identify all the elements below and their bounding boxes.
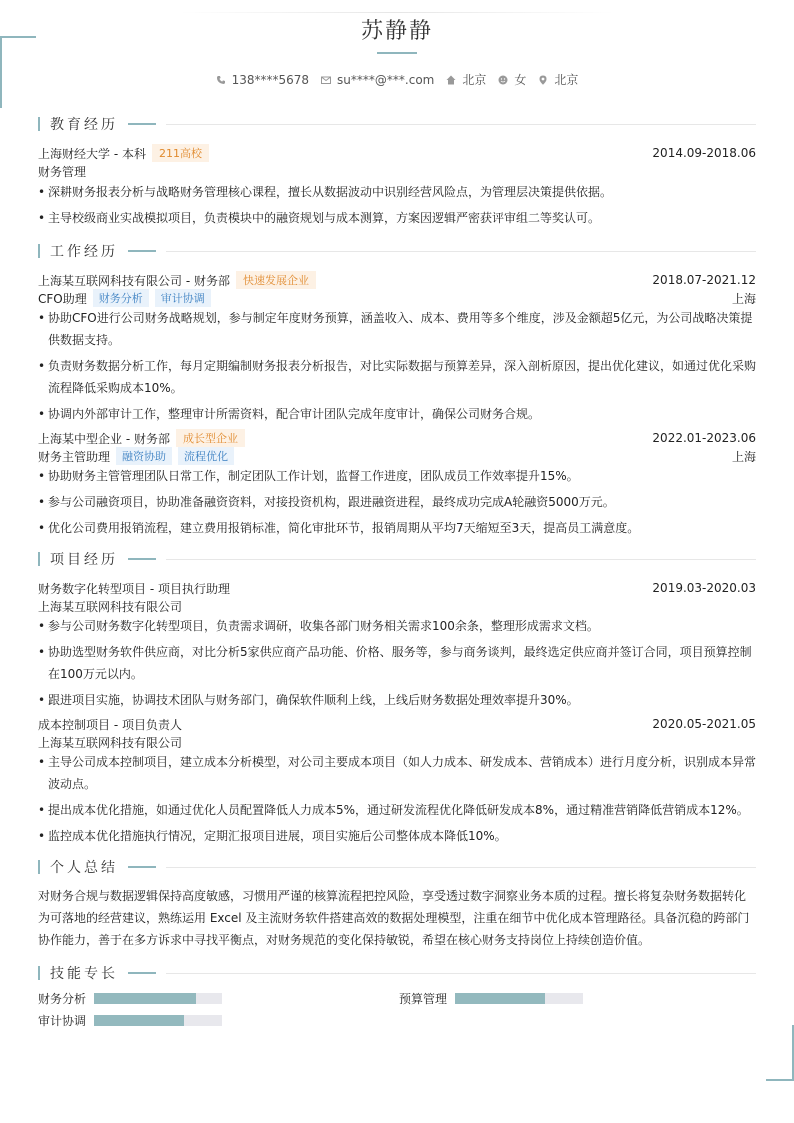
project-date: 2020.05-2021.05 xyxy=(652,717,756,731)
project-org: 上海某互联网科技有限公司 xyxy=(38,735,183,750)
project-bullet: • 提出成本优化措施，如通过优化人员配置降低人力成本5%，通过研发流程优化降低研发成本8%，通过精准营销降低营销成本12%。 xyxy=(38,799,756,821)
contact-phone-text: 138****5678 xyxy=(231,72,310,87)
company-tag: 快速发展企业 xyxy=(236,271,316,289)
education-bullet: • 深耕财务报表分析与战略财务管理核心课程，擅长从数据波动中识别经营风险点，为管理层决策提供依据。 xyxy=(38,181,756,203)
company-name: 上海某中型企业 - 财务部 xyxy=(38,431,170,446)
section-divider xyxy=(166,251,756,252)
project-title: 财务数字化转型项目 - 项目执行助理 xyxy=(38,581,230,596)
work-city: 上海 xyxy=(731,449,756,464)
contact-phone xyxy=(216,71,309,88)
project-title: 成本控制项目 - 项目负责人 xyxy=(38,717,182,732)
role-title: 财务主管助理 xyxy=(38,449,111,464)
work-date: 2018.07-2021.12 xyxy=(652,273,756,287)
project-date: 2019.03-2020.03 xyxy=(652,581,756,595)
work-bullet: • 优化公司费用报销流程，建立费用报销标准，简化审批环节，报销周期从平均7天缩短至3天，提高员工满意度。 xyxy=(38,517,756,539)
skill-item xyxy=(38,1011,399,1029)
work-bullet: • 协助财务主管管理团队日常工作，制定团队工作计划，监督工作进度，团队成员工作效率提升15%。 xyxy=(38,465,756,487)
skill-name: 审计协调 xyxy=(38,1013,87,1028)
section-divider xyxy=(166,867,756,868)
section-divider xyxy=(166,124,756,125)
work-entry xyxy=(38,429,756,539)
skill-fill xyxy=(455,993,545,1004)
project-entry xyxy=(38,715,756,847)
section-marker xyxy=(38,552,40,566)
section-accent xyxy=(128,558,156,560)
section-work-header xyxy=(38,239,756,263)
skill-bar xyxy=(94,993,222,1004)
contact-home xyxy=(446,71,486,88)
skill-name: 预算管理 xyxy=(399,991,448,1006)
skill-fill xyxy=(94,1015,184,1026)
section-education-header xyxy=(38,112,756,136)
section-accent xyxy=(128,972,156,974)
gender-icon xyxy=(498,75,508,85)
section-skills-header xyxy=(38,961,756,985)
contact-email-text: su****@***.com xyxy=(337,72,435,87)
role-tag: 流程优化 xyxy=(178,447,234,465)
contact-email xyxy=(321,71,434,88)
section-divider xyxy=(166,973,756,974)
work-city: 上海 xyxy=(731,291,756,306)
education-major: 财务管理 xyxy=(38,164,87,179)
contact-gender-text: 女 xyxy=(514,73,527,87)
skill-item xyxy=(399,989,756,1007)
work-bullet: • 协助CFO进行公司财务战略规划，参与制定年度财务预算，涵盖收入、成本、费用等多个维度，涉及金额超5亿元，为公司战略决策提供数据支持。 xyxy=(38,307,756,351)
section-projects-header xyxy=(38,547,756,571)
project-bullet: • 参与公司财务数字化转型项目，负责需求调研，收集各部门财务相关需求100余条，整理形成需求文档。 xyxy=(38,615,756,637)
education-entry xyxy=(38,144,756,229)
skill-bar xyxy=(455,993,583,1004)
resume-body xyxy=(38,110,756,1029)
contact-home-text: 北京 xyxy=(462,73,487,87)
name-underline xyxy=(377,52,417,54)
skill-bar xyxy=(94,1015,222,1026)
project-bullet: • 跟进项目实施，协调技术团队与财务部门，确保软件顺利上线，上线后财务数据处理效率提升30%。 xyxy=(38,689,756,711)
section-marker xyxy=(38,244,40,258)
contact-location xyxy=(538,71,578,88)
school-tag: 211高校 xyxy=(152,144,209,162)
section-accent xyxy=(128,123,156,125)
section-accent xyxy=(128,866,156,868)
company-tag: 成长型企业 xyxy=(176,429,245,447)
contact-location-text: 北京 xyxy=(554,73,579,87)
section-marker xyxy=(38,117,40,131)
project-org: 上海某互联网科技有限公司 xyxy=(38,599,183,614)
role-tag: 财务分析 xyxy=(93,289,149,307)
project-entry xyxy=(38,579,756,711)
location-icon xyxy=(538,75,548,85)
section-summary-header xyxy=(38,855,756,879)
contact-gender xyxy=(498,71,526,88)
skills-grid xyxy=(38,989,756,1029)
home-icon xyxy=(446,75,456,85)
role-tag: 审计协调 xyxy=(155,289,211,307)
section-marker xyxy=(38,966,40,980)
section-title: 工作经历 xyxy=(50,244,118,260)
corner-decoration-bottom-right xyxy=(766,1025,794,1081)
section-accent xyxy=(128,250,156,252)
skill-fill xyxy=(94,993,196,1004)
role-tag: 融资协助 xyxy=(116,447,172,465)
summary-text: 对财务合规与数据逻辑保持高度敏感，习惯用严谨的核算流程把控风险，享受透过数字洞察业务本质的过程。擅长将复杂财务数据转化为可落地的经营建议，熟练运用 Excel 及主流财务软件搭建高效的数据处理模型，注重在细节中优化成本管理路径。具备沉稳的跨部门协作能力，善于在多方诉求中寻找平衡点，对财务规范的变化保持敏锐，希望在核心财务支持岗位上持续创造价值。 xyxy=(38,889,750,947)
mail-icon xyxy=(321,75,331,85)
work-bullet: • 参与公司融资项目，协助准备融资资料，对接投资机构，跟进融资进程，最终成功完成A轮融资5000万元。 xyxy=(38,491,756,513)
section-marker xyxy=(38,860,40,874)
top-divider xyxy=(180,12,614,13)
education-bullet: • 主导校级商业实战模拟项目，负责模块中的融资规划与成本测算，方案因逻辑严密获评审组二等奖认可。 xyxy=(38,207,756,229)
resume-name: 苏静静 xyxy=(360,19,433,44)
section-title: 教育经历 xyxy=(50,117,118,133)
role-title: CFO助理 xyxy=(38,291,87,306)
work-bullet: • 负责财务数据分析工作，每月定期编制财务报表分析报告，对比实际数据与预算差异，深入剖析原因，提出优化建议，如通过优化采购流程降低采购成本10%。 xyxy=(38,355,756,399)
work-date: 2022.01-2023.06 xyxy=(652,431,756,445)
section-divider xyxy=(166,559,756,560)
skill-item xyxy=(38,989,399,1007)
section-title: 项目经历 xyxy=(50,552,118,568)
education-date: 2014.09-2018.06 xyxy=(652,146,756,160)
section-title: 个人总结 xyxy=(50,860,118,876)
contact-bar xyxy=(0,71,794,88)
school-name: 上海财经大学 - 本科 xyxy=(38,146,146,161)
project-bullet: • 协助选型财务软件供应商，对比分析5家供应商产品功能、价格、服务等，参与商务谈判，最终选定供应商并签订合同，项目预算控制在100万元以内。 xyxy=(38,641,756,685)
project-bullet: • 监控成本优化措施执行情况，定期汇报项目进展，项目实施后公司整体成本降低10%。 xyxy=(38,825,756,847)
section-title: 技能专长 xyxy=(50,966,118,982)
company-name: 上海某互联网科技有限公司 - 财务部 xyxy=(38,273,230,288)
phone-icon xyxy=(216,75,226,85)
work-bullet: • 协调内外部审计工作，整理审计所需资料，配合审计团队完成年度审计，确保公司财务合规。 xyxy=(38,403,756,425)
project-bullet: • 主导公司成本控制项目，建立成本分析模型，对公司主要成本项目（如人力成本、研发成本、营销成本）进行月度分析，识别成本异常波动点。 xyxy=(38,751,756,795)
skill-name: 财务分析 xyxy=(38,991,87,1006)
work-entry xyxy=(38,271,756,425)
